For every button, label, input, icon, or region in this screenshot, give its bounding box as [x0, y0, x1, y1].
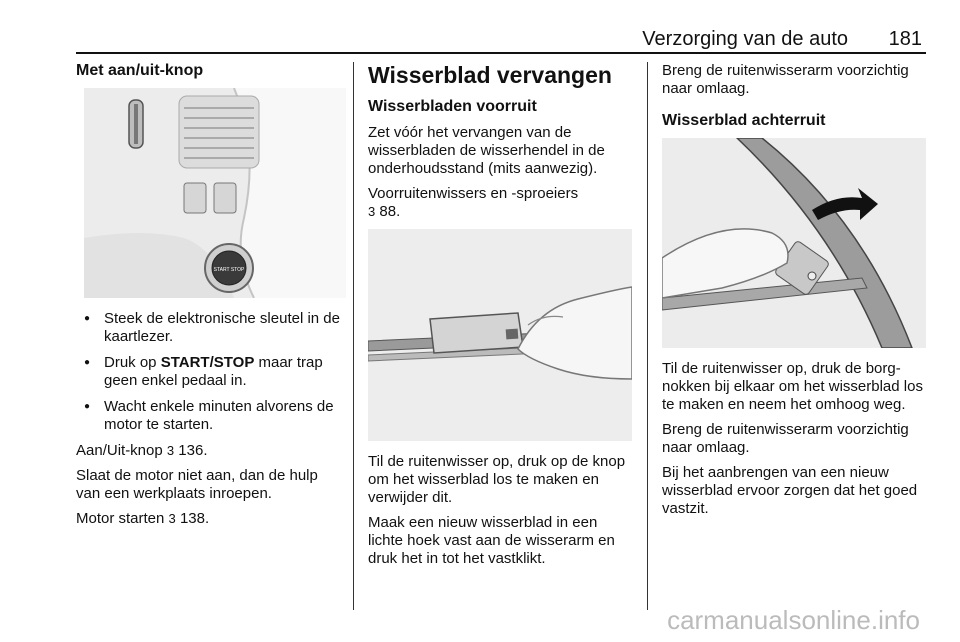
paragraph: Slaat de motor niet aan, dan de hulp van een werkplaats inroepen. [76, 467, 318, 502]
figure-rear-wiper-blade [662, 138, 926, 348]
list-item: ● Wacht enkele minuten alvorens de motor te starten. [76, 398, 340, 434]
paragraph: Breng de ruitenwisserarm voorzichtig naar omlaag. [662, 62, 909, 97]
column-2 [368, 62, 636, 575]
paragraph: Maak een nieuw wisserblad in een lichte hoek vast aan de wisserarm en druk het in tot het vastklikt. [368, 514, 615, 567]
heading-wisserblad-vervangen: Wisserblad vervangen [368, 62, 612, 88]
cross-reference[interactable]: Aan/Uit-knop 3 136. [76, 442, 208, 459]
watermark: carmanualsonline.info [667, 605, 920, 635]
heading-met-aan-uit-knop: Met aan/uit-knop [76, 62, 204, 79]
section-title: Verzorging van de auto [642, 28, 848, 50]
figure-start-stop-button [84, 88, 346, 298]
cross-reference[interactable]: Motor starten 3 138. [76, 510, 210, 527]
page-reference-icon: 3 [168, 511, 176, 526]
paragraph: Zet vóór het vervangen van de wisserbladen de wisserhendel in de onderhoudsstand (mits aanwezig). [368, 124, 605, 177]
cross-reference[interactable]: Voorruitenwissers en -sproeiers 3 88. [368, 185, 579, 220]
paragraph: Breng de ruitenwisserarm voorzichtig naar omlaag. [662, 421, 909, 456]
column-1 [76, 62, 340, 535]
paragraph: Til de ruitenwisser op, druk de borg-nokken bij elkaar om het wisserblad los te maken en neem het omhoog weg. [662, 360, 923, 413]
figure-front-wiper-blade [368, 229, 632, 441]
instruction-list [76, 310, 340, 434]
paragraph: Bij het aanbrengen van een nieuw wisserblad ervoor zorgen dat het goed vastzit. [662, 464, 918, 517]
list-item: ● Druk op START/STOP maar trap geen enkel pedaal in. [76, 354, 340, 390]
heading-wisserbladen-voorruit: Wisserbladen voorruit [368, 98, 537, 115]
heading-wisserblad-achterruit: Wisserblad achterruit [662, 112, 826, 129]
header-rule [76, 52, 926, 54]
page-number: 181 [888, 28, 922, 50]
start-stop-label: START/STOP [160, 354, 255, 371]
paragraph: Til de ruitenwisser op, druk op de knop om het wisserblad los te maken en verwijder dit. [368, 453, 626, 506]
page-header [76, 28, 926, 52]
column-3 [662, 62, 930, 525]
list-item: ● Steek de elektronische sleutel in de kaartlezer. [76, 310, 340, 346]
page-reference-icon: 3 [166, 443, 175, 458]
page-reference-icon: 3 [368, 204, 376, 219]
column-divider-1 [353, 62, 354, 610]
start-stop-button-label: START STOP [213, 267, 245, 273]
column-divider-2 [647, 62, 648, 610]
